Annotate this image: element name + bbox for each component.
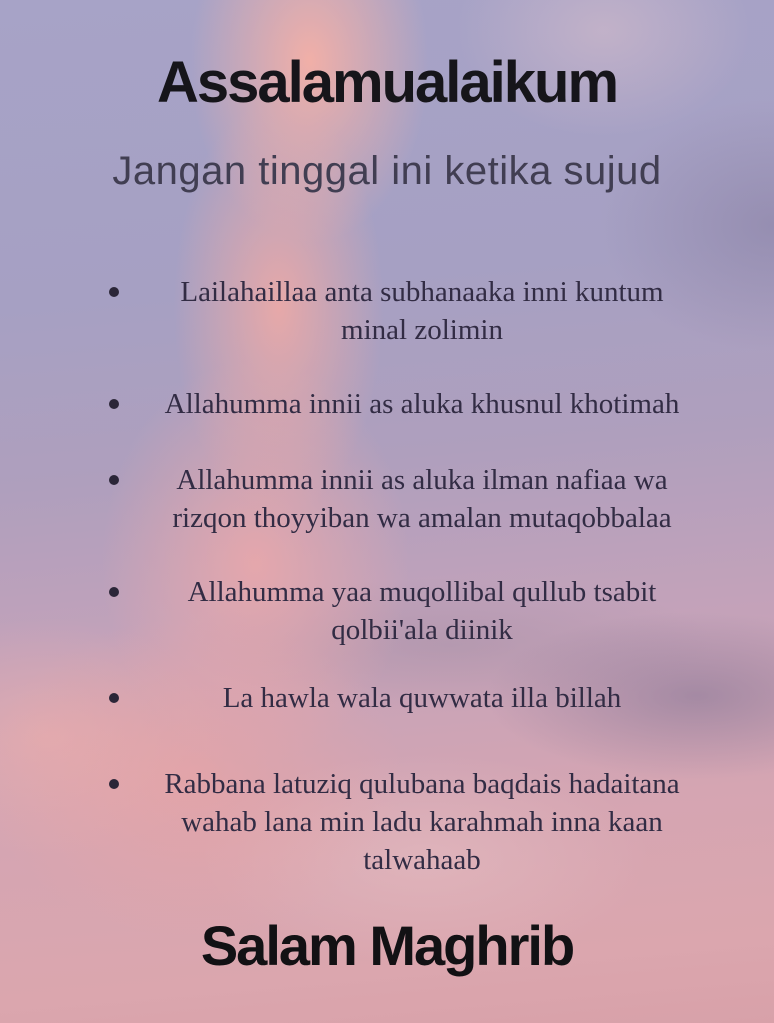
bullet-icon: [109, 475, 119, 485]
dua-text: [128, 765, 716, 879]
bullet-icon: [109, 693, 119, 703]
dua-text: [128, 679, 716, 717]
list-item: [100, 679, 716, 717]
list-item: [100, 573, 716, 649]
bullet-icon: [109, 779, 119, 789]
greeting-title: Assalamualaikum: [156, 50, 618, 115]
dua-line: Rabbana latuziq qulubana baqdais hadaitana: [164, 768, 680, 800]
dua-line: Allahumma yaa muqollibal qullub tsabit: [187, 576, 657, 608]
closing-greeting: Salam Maghrib: [200, 914, 574, 977]
dua-line: Allahumma innii as aluka khusnul khotimah: [164, 388, 680, 420]
dua-line: rizqon thoyyiban wa amalan mutaqobbalaa: [172, 502, 672, 534]
list-item: [100, 765, 716, 879]
list-item: [100, 385, 716, 423]
dua-text: [128, 461, 716, 537]
list-item: [100, 273, 716, 349]
dua-line: talwahaab: [363, 844, 481, 876]
bullet-icon: [109, 399, 119, 409]
bullet-icon: [109, 287, 119, 297]
dua-line: wahab lana min ladu karahmah inna kaan: [181, 806, 663, 838]
dua-line: minal zolimin: [341, 314, 503, 346]
dua-line: Allahumma innii as aluka ilman nafiaa wa: [176, 464, 668, 496]
reminder-subtitle: Jangan tinggal ini ketika sujud: [112, 149, 662, 193]
bullet-icon: [109, 587, 119, 597]
dua-line: qolbii'ala diinik: [331, 614, 513, 646]
dua-line: La hawla wala quwwata illa billah: [222, 682, 622, 714]
dua-text: [128, 273, 716, 349]
dua-text: [128, 385, 716, 423]
dua-text: [128, 573, 716, 649]
list-item: [100, 461, 716, 537]
dua-line: Lailahaillaa anta subhanaaka inni kuntum: [180, 276, 664, 308]
